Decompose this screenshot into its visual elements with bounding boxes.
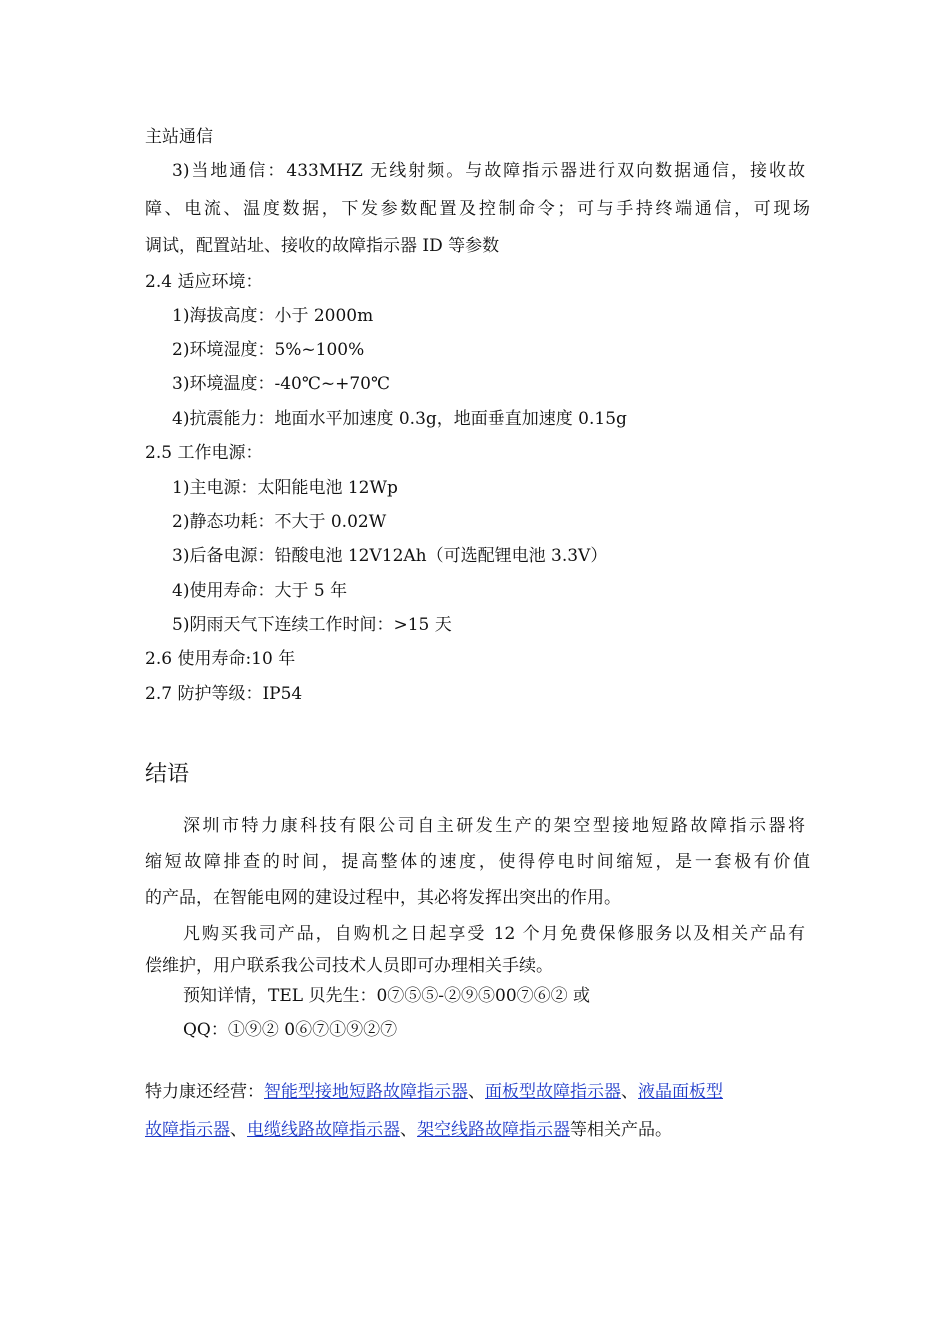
link-cable-line-fault-indicator[interactable]: 电缆线路故障指示器 [247,1120,400,1140]
separator: 、 [468,1082,485,1102]
conclusion-para-1-line-1: 深圳市特力康科技有限公司自主研发生产的架空型接地短路故障指示器将 [183,816,805,836]
conclusion-para-2-line-2: 偿维护，用户联系我公司技术人员即可办理相关手续。 [145,956,553,976]
link-lcd-panel-fault-indicator-part-1[interactable]: 液晶面板型 [638,1082,723,1102]
power-item-3: 3)后备电源：铅酸电池 12V12Ah（可选配锂电池 3.3V） [172,546,608,566]
env-item-1: 1)海拔高度：小于 2000m [172,306,374,326]
conclusion-para-1-line-3: 的产品，在智能电网的建设过程中，其必将发挥出突出的作用。 [145,888,621,908]
contact-qq-line: QQ：①⑨② 0⑥⑦①⑨②⑦ [183,1020,398,1040]
separator: 、 [621,1082,638,1102]
comm-item-3-line-2: 障、电流、温度数据，下发参数配置及控制命令；可与手持终端通信，可现场 [145,199,810,219]
contact-phone-line: 预知详情，TEL 贝先生：0⑦⑤⑤-②⑨⑤00⑦⑥② 或 [183,986,591,1006]
power-item-5: 5)阴雨天气下连续工作时间：>15 天 [172,615,452,635]
link-lcd-panel-fault-indicator-part-2[interactable]: 故障指示器 [145,1120,230,1140]
products-line-1 [145,1080,810,1104]
separator: 、 [230,1120,247,1140]
env-item-4: 4)抗震能力：地面水平加速度 0.3g，地面垂直加速度 0.15g [172,409,627,429]
section-2-7: 2.7 防护等级：IP54 [145,684,303,704]
continued-line: 主站通信 [145,127,213,147]
comm-item-3-line-3: 调试，配置站址、接收的故障指示器 ID 等参数 [145,236,500,256]
section-title-2-5: 2.5 工作电源： [145,443,263,463]
conclusion-para-2-line-1: 凡购买我司产品，自购机之日起享受 12 个月免费保修服务以及相关产品有 [183,924,805,944]
conclusion-heading: 结语 [145,762,190,787]
link-smart-ground-fault-indicator[interactable]: 智能型接地短路故障指示器 [264,1082,468,1102]
comm-item-3-line-1: 3)当地通信：433MHZ 无线射频。与故障指示器进行双向数据通信，接收故 [172,161,805,181]
products-prefix: 特力康还经营： [145,1082,264,1102]
link-panel-fault-indicator[interactable]: 面板型故障指示器 [485,1082,621,1102]
power-item-1: 1)主电源：太阳能电池 12Wp [172,478,398,498]
section-title-2-4: 2.4 适应环境： [145,272,263,292]
conclusion-para-1-line-2: 缩短故障排查的时间，提高整体的速度，使得停电时间缩短，是一套极有价值 [145,852,810,872]
products-line-2 [145,1118,810,1142]
section-2-6: 2.6 使用寿命:10 年 [145,649,296,669]
power-item-2: 2)静态功耗：不大于 0.02W [172,512,387,532]
products-suffix: 等相关产品。 [570,1120,672,1140]
env-item-3: 3)环境温度：-40℃~+70℃ [172,374,390,394]
link-overhead-line-fault-indicator[interactable]: 架空线路故障指示器 [417,1120,570,1140]
power-item-4: 4)使用寿命：大于 5 年 [172,581,348,601]
env-item-2: 2)环境湿度：5%~100% [172,340,365,360]
separator: 、 [400,1120,417,1140]
